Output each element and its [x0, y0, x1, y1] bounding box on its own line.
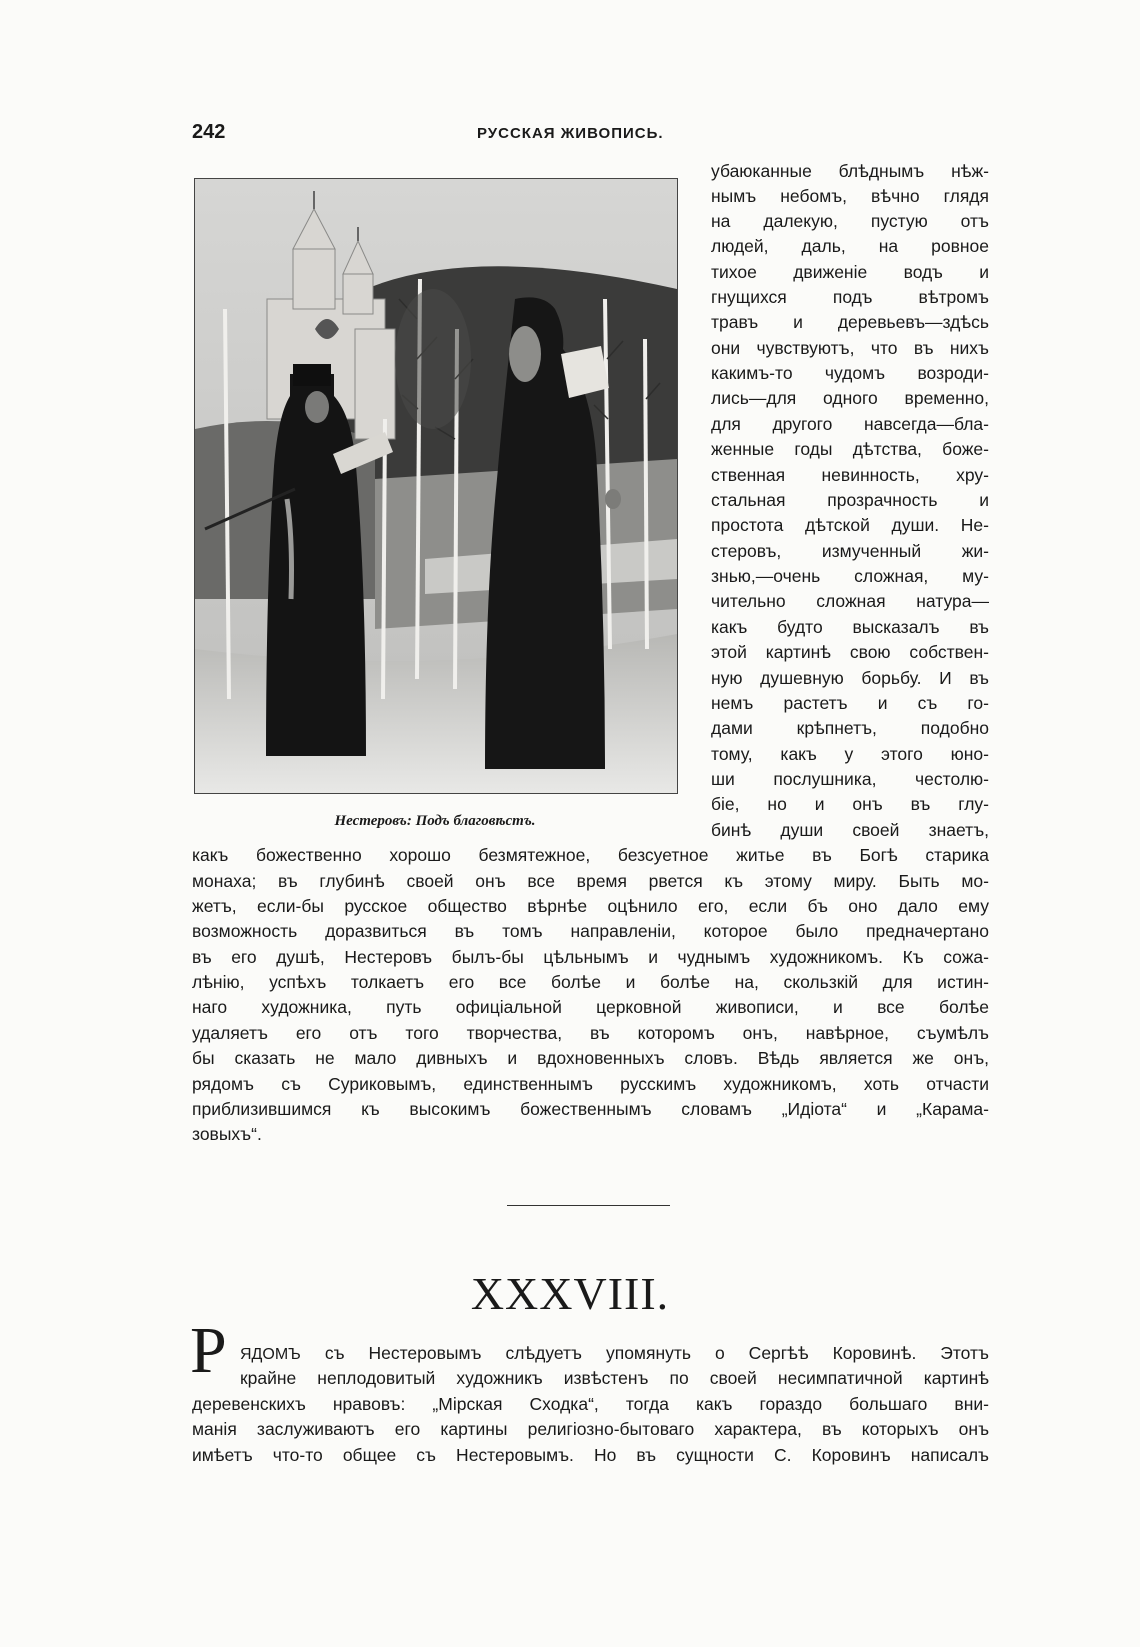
column-line: чительно сложная натура—: [711, 591, 989, 611]
column-line: лись—для одного временно,: [711, 388, 989, 408]
chapter-line: деревенскихъ нравовъ: „Мірская Сходка“, тогда какъ гораздо большаго вни-: [192, 1394, 989, 1414]
column-line: этой картинѣ свою собствен-: [711, 642, 989, 662]
column-line: травъ и деревьевъ—здѣсь: [711, 312, 989, 332]
paragraph-line: приблизившимся къ высокимъ божественнымъ словамъ „Идіота“ и „Карама-: [192, 1099, 989, 1119]
first-line-text: съ Нестеровымъ слѣдуетъ упомянуть о Сергѣѣ Коровинѣ. Этотъ: [324, 1343, 989, 1363]
paragraph-line: жетъ, если-бы русское общество вѣрнѣе оцѣнило его, если бъ оно дало ему: [192, 896, 989, 916]
paragraph-line: въ его душѣ, Нестеровъ былъ-бы цѣльнымъ и чуднымъ художникомъ. Къ сожа-: [192, 947, 989, 967]
paragraph-line: наго художника, путь офиціальной церковной живописи, и все болѣе: [192, 997, 989, 1017]
column-line: какъ будто высказалъ въ: [711, 617, 989, 637]
page-number: 242: [192, 121, 226, 143]
column-line: дами крѣпнетъ, подобно: [711, 718, 989, 738]
paragraph-line: монаха; въ глубинѣ своей онъ все время рвется къ этому миру. Быть мо-: [192, 871, 989, 891]
column-line: убаюканные блѣднымъ нѣж-: [711, 161, 989, 181]
chapter-line: имѣетъ что-то общее съ Нестеровымъ. Но въ сущности С. Коровинъ написалъ: [192, 1445, 989, 1465]
first-word: ЯДОМЪ: [240, 1346, 301, 1363]
column-line: простота дѣтской души. Не-: [711, 515, 989, 535]
column-line: нымъ небомъ, вѣчно глядя: [711, 186, 989, 206]
column-line: ную душевную борьбу. И въ: [711, 668, 989, 688]
paragraph-line: какъ божественно хорошо безмятежное, безсуетное житье въ Богѣ старика: [192, 845, 989, 865]
column-line: женные годы дѣтства, боже-: [711, 439, 989, 459]
column-line: они чувствуютъ, что въ нихъ: [711, 338, 989, 358]
chapter-line: манія заслуживаютъ его картины религіозно-бытоваго характера, въ которыхъ онъ: [192, 1419, 989, 1439]
paragraph-line: возможность доразвиться въ томъ направленіи, которое было предначертано: [192, 921, 989, 941]
column-line: стеровъ, измученный жи-: [711, 541, 989, 561]
drop-cap: Р: [190, 1314, 227, 1387]
painting-monks-image: [195, 179, 677, 793]
column-line: тому, какъ у этого юно-: [711, 744, 989, 764]
column-line: ственная невинность, хру-: [711, 465, 989, 485]
running-title: РУССКАЯ ЖИВОПИСЬ.: [477, 125, 664, 142]
column-line: гнущихся подъ вѣтромъ: [711, 287, 989, 307]
chapter-first-line: [240, 1341, 989, 1366]
column-line: немъ растетъ и съ го-: [711, 693, 989, 713]
column-line: для другого навсегда—бла-: [711, 414, 989, 434]
column-line: на далекую, пустую отъ: [711, 211, 989, 231]
chapter-line: крайне неплодовитый художникъ извѣстенъ по своей несимпатичной картинѣ: [240, 1368, 989, 1388]
running-head: [192, 121, 992, 145]
paragraph-line: бы сказать не мало дивныхъ и вдохновенныхъ словъ. Вѣдь является же онъ,: [192, 1048, 989, 1068]
column-line: бинѣ души своей знаетъ,: [711, 820, 989, 840]
column-line: ши послушника, честолю-: [711, 769, 989, 789]
paragraph-line: лѣнію, успѣхъ толкаетъ его все болѣе и болѣе на, скользкій для истин-: [192, 972, 989, 992]
column-line: какимъ-то чудомъ возроди-: [711, 363, 989, 383]
chapter-heading: XXXVIII.: [470, 1268, 670, 1319]
column-line: людей, даль, на ровное: [711, 236, 989, 256]
column-line: тихое движеніе водъ и: [711, 262, 989, 282]
figure-caption: Нестеровъ: Подъ благовѣстъ.: [334, 813, 536, 829]
paragraph-line: рядомъ съ Суриковымъ, единственнымъ русскимъ художникомъ, хоть отчасти: [192, 1074, 989, 1094]
column-line: біе, но и онъ въ глу-: [711, 794, 989, 814]
column-line: стальная прозрачность и: [711, 490, 989, 510]
column-line: знью,—очень сложная, му-: [711, 566, 989, 586]
paragraph-line: зовыхъ“.: [192, 1124, 262, 1144]
painting-illustration: [194, 178, 678, 794]
paragraph-line: удаляетъ его отъ того творчества, въ которомъ онъ, навѣрное, съумѣлъ: [192, 1023, 989, 1043]
section-divider: [507, 1205, 670, 1206]
